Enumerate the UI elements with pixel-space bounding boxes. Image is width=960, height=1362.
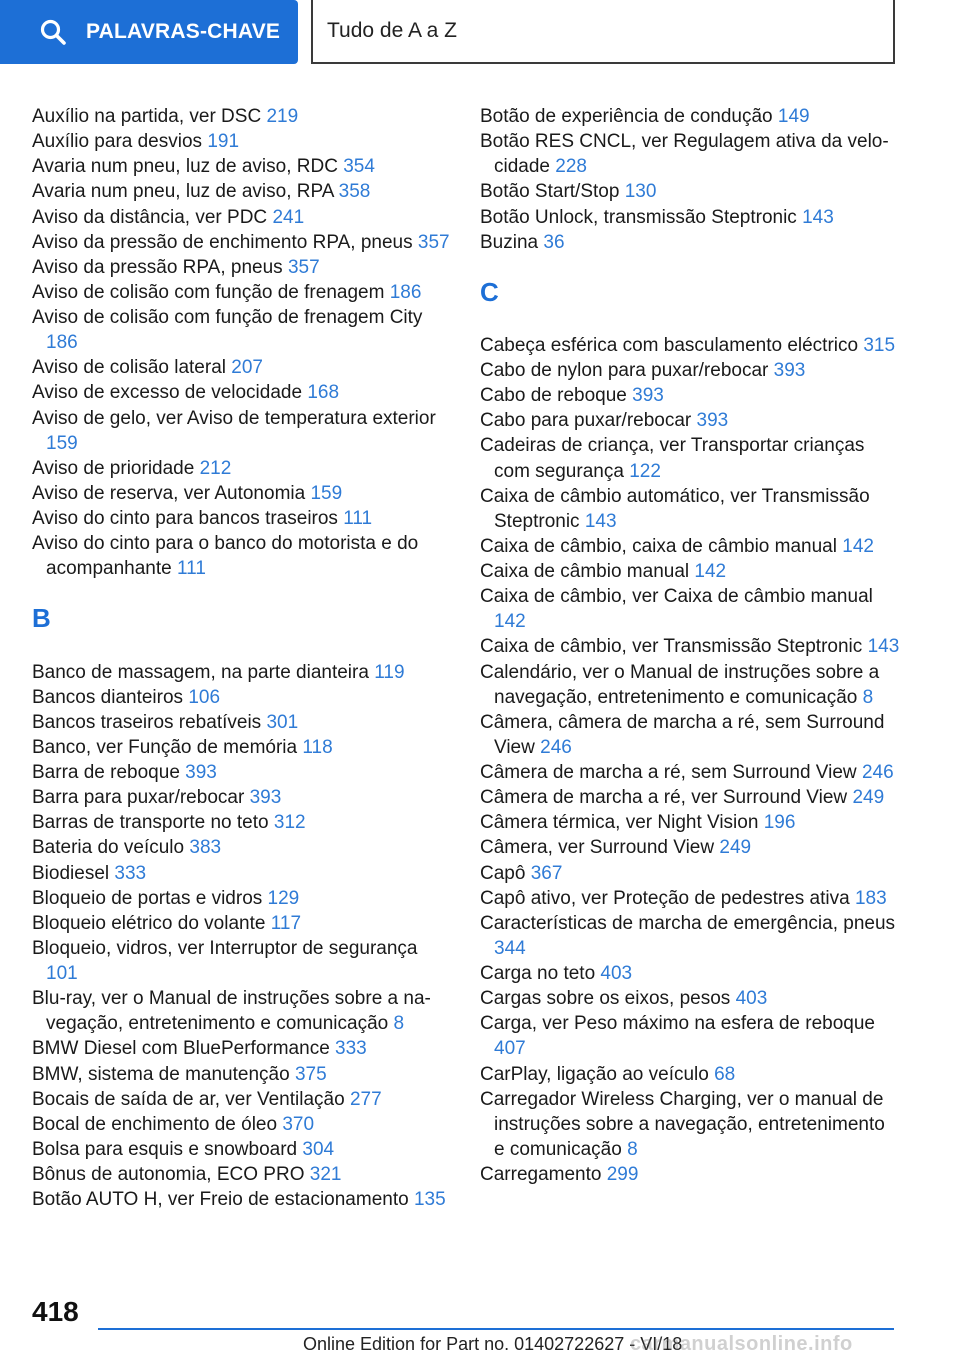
index-entry <box>32 205 452 230</box>
index-entry-text: Bloqueio, vidros, ver Interruptor de segurança <box>32 937 418 959</box>
index-entry-text: Carregador Wireless Charging, ver o manual de instruções sobre a navegação, entretenimento e comunicação <box>480 1088 885 1160</box>
index-entry <box>32 255 452 280</box>
index-entry-text: Botão Unlock, transmissão Steptronic <box>480 206 803 228</box>
index-entry <box>32 355 452 380</box>
index-entry-text: Câmera de marcha a ré, sem Surround View <box>480 762 862 783</box>
index-entry <box>480 534 900 559</box>
page-link[interactable]: 119 <box>374 661 405 683</box>
index-entry-text: Caixa de câmbio automático, ver Transmissão Steptronic <box>480 485 870 532</box>
index-entry <box>32 735 452 760</box>
page-link[interactable]: 191 <box>207 131 240 153</box>
index-entry <box>32 810 452 835</box>
index-entry <box>32 861 452 886</box>
page-link[interactable]: 357 <box>287 256 320 278</box>
index-entry-text: Auxílio para desvios <box>32 131 208 153</box>
index-entry-text: Capô ativo, ver Proteção de pedestres ativa <box>480 887 855 909</box>
index-entry <box>32 179 452 204</box>
index-entry-text: Aviso de prioridade <box>32 457 200 479</box>
index-entry-text: Auxílio na partida, ver DSC <box>32 106 267 127</box>
index-entry <box>480 559 900 584</box>
index-entry-text: Bolsa para esquis e snowboard <box>32 1138 303 1160</box>
index-entry <box>32 129 452 154</box>
page-link[interactable]: 122 <box>629 460 661 482</box>
index-entry-text: Aviso da pressão RPA, pneus <box>32 256 288 278</box>
index-entry-text: Cadeiras de criança, ver Transportar crianças com segurança <box>480 435 865 482</box>
index-entry <box>32 1137 452 1162</box>
index-entry <box>32 406 452 456</box>
index-entry-text: Caixa de câmbio, ver Transmissão Steptronic <box>480 636 868 658</box>
index-entry-text: Barra de reboque <box>32 762 186 783</box>
index-entry <box>480 433 900 483</box>
index-entry-text: Aviso de excesso de velocidade <box>32 382 308 404</box>
page-link[interactable]: 301 <box>266 711 299 733</box>
index-entry-text: Aviso de colisão lateral <box>32 357 232 379</box>
page-link[interactable]: 358 <box>338 181 371 203</box>
index-group-a <box>32 104 452 581</box>
index-entry <box>480 986 900 1011</box>
index-entry-text: Bloqueio elétrico do volante <box>32 912 271 934</box>
index-entry <box>32 1036 452 1061</box>
index-entry-text: Banco, ver Função de memória <box>32 736 303 758</box>
a-to-z-tab[interactable] <box>311 0 895 64</box>
index-entry <box>32 1112 452 1137</box>
page-link[interactable]: 246 <box>861 762 894 783</box>
index-entry-text: Aviso do cinto para o banco do motorista e do acompanhante <box>32 533 419 580</box>
page-link[interactable]: 277 <box>349 1088 382 1110</box>
index-entry <box>480 205 900 230</box>
page-link[interactable]: 149 <box>777 106 810 127</box>
page-link[interactable]: 36 <box>543 231 565 253</box>
index-entry <box>480 1087 900 1162</box>
a-to-z-tab-label: Tudo de A a Z <box>327 19 457 42</box>
index-entry-text: Caixa de câmbio, ver Caixa de câmbio manual <box>480 586 873 608</box>
page-link[interactable]: 117 <box>270 912 302 934</box>
page-link[interactable]: 403 <box>600 963 633 984</box>
index-group-b <box>32 660 452 1213</box>
index-entry-text: Avaria num pneu, luz de aviso, RDC <box>32 156 344 178</box>
page-link[interactable]: 168 <box>307 382 340 404</box>
index-entry <box>480 1162 900 1187</box>
page-link[interactable]: 321 <box>309 1164 342 1185</box>
watermark: carmanualsonline.info <box>630 1333 853 1355</box>
index-entry <box>480 179 900 204</box>
index-entry-text: Botão AUTO H, ver Freio de estacionamento <box>32 1189 414 1211</box>
index-entry <box>32 1187 452 1212</box>
index-entry <box>480 710 900 760</box>
index-entry <box>32 154 452 179</box>
page-link[interactable]: 8 <box>627 1138 638 1160</box>
index-entry-text: Botão Start/Stop <box>480 181 625 203</box>
page-link[interactable]: 129 <box>267 887 300 909</box>
index-entry <box>32 886 452 911</box>
index-entry <box>480 1062 900 1087</box>
index-entry-text: Aviso de gelo, ver Aviso de temperatura exterior <box>32 407 436 429</box>
index-entry <box>480 886 900 911</box>
index-entry <box>32 660 452 685</box>
index-entry-text: Calendário, ver o Manual de instruções sobre a navegação, entretenimento e comunicação <box>480 661 880 708</box>
index-entry <box>32 531 452 581</box>
index-entry-text: Bônus de autonomia, ECO PRO <box>32 1164 310 1185</box>
page-link[interactable]: 393 <box>696 410 729 432</box>
index-entry <box>32 710 452 735</box>
index-entry <box>480 634 900 659</box>
footer-divider <box>98 1328 894 1330</box>
index-entry-text: Botão de experiência de condução <box>480 106 778 127</box>
index-entry-text: Aviso de colisão com função de frenagem City <box>32 307 423 328</box>
index-entry <box>480 861 900 886</box>
page-link[interactable]: 207 <box>231 357 263 379</box>
index-entry <box>480 760 900 785</box>
page-link[interactable]: 228 <box>555 156 587 178</box>
page-number: 418 <box>32 1296 79 1327</box>
index-entry-text: Banco de massagem, na parte dianteira <box>32 661 375 683</box>
page-link[interactable]: 130 <box>624 181 657 203</box>
index-entry-text: Bancos dianteiros <box>32 686 189 708</box>
keywords-tab[interactable] <box>0 0 298 64</box>
index-entry-text: Aviso de reserva, ver Autonomia <box>32 482 311 504</box>
index-entry <box>480 810 900 835</box>
index-entry-text: Capô <box>480 862 531 884</box>
index-entry <box>480 358 900 383</box>
page-link[interactable]: 407 <box>494 1038 526 1060</box>
index-entry <box>32 280 452 305</box>
index-entry-text: Barras de transporte no teto <box>32 812 274 834</box>
index-entry <box>480 1011 900 1061</box>
index-entry-text: Aviso de colisão com função de frenagem <box>32 281 390 303</box>
page-link[interactable]: 249 <box>852 787 885 809</box>
index-entry <box>32 104 452 129</box>
page-link[interactable]: 333 <box>335 1038 367 1060</box>
index-entry-text: Câmera, câmera de marcha a ré, sem Surround View <box>480 711 885 758</box>
page-link[interactable]: 344 <box>494 937 526 959</box>
index-entry-text: BMW Diesel com BluePerformance <box>32 1038 336 1060</box>
page-link[interactable]: 106 <box>188 686 221 708</box>
page-link[interactable]: 333 <box>114 862 147 884</box>
page-link[interactable]: 370 <box>282 1113 315 1135</box>
index-column-right <box>480 104 900 1187</box>
page-link[interactable]: 315 <box>863 334 896 356</box>
index-entry-text: Câmera, ver Surround View <box>480 837 720 859</box>
page-link[interactable]: 375 <box>294 1063 327 1085</box>
page-link[interactable]: 143 <box>584 510 617 532</box>
page-link[interactable]: 246 <box>540 736 572 758</box>
page-link[interactable]: 196 <box>763 812 796 834</box>
index-entry <box>32 456 452 481</box>
page-link[interactable]: 354 <box>343 156 375 178</box>
page-link[interactable]: 159 <box>310 482 343 504</box>
index-entry <box>32 1062 452 1087</box>
index-entry-text: Carregamento <box>480 1164 607 1185</box>
page-link[interactable]: 312 <box>273 812 306 834</box>
page-link[interactable]: 111 <box>343 508 373 529</box>
page-link[interactable]: 357 <box>417 231 450 253</box>
index-entry-text: Bocal de enchimento de óleo <box>32 1113 283 1135</box>
index-entry <box>480 408 900 433</box>
index-entry-text: Características de marcha de emergência, pneus <box>480 912 896 934</box>
edition-note: Online Edition for Part no. 01402722627 - VI/18 <box>303 1334 683 1354</box>
index-entry <box>32 481 452 506</box>
index-entry-text: Cabo de nylon para puxar/rebocar <box>480 360 774 381</box>
page-link[interactable]: 393 <box>632 385 664 407</box>
index-entry-text: Aviso da pressão de enchimento RPA, pneus <box>32 231 418 253</box>
index-entry <box>32 1087 452 1112</box>
page-link[interactable]: 68 <box>714 1063 736 1085</box>
page-link[interactable]: 304 <box>302 1138 335 1160</box>
page-link[interactable]: 249 <box>719 837 752 859</box>
index-entry <box>480 785 900 810</box>
index-entry <box>480 129 900 179</box>
index-entry-text: Cabo para puxar/rebocar <box>480 410 697 432</box>
index-group-c <box>480 333 900 1187</box>
index-entry <box>32 986 452 1036</box>
page-link[interactable]: 143 <box>867 636 900 658</box>
section-letter-b: B <box>32 603 51 634</box>
page-link[interactable]: 101 <box>46 963 78 984</box>
index-entry-text: Barra para puxar/rebocar <box>32 787 250 809</box>
index-entry-text: Botão RES CNCL, ver Regulagem ativa da velocidade <box>480 131 889 178</box>
page-link[interactable]: 143 <box>802 206 834 228</box>
page-link[interactable]: 393 <box>249 787 282 809</box>
index-entry <box>480 911 900 961</box>
index-entry <box>480 383 900 408</box>
page-link[interactable]: 8 <box>393 1013 405 1035</box>
index-entry <box>32 380 452 405</box>
index-entry-text: Caixa de câmbio manual <box>480 561 695 582</box>
index-entry <box>480 961 900 986</box>
page-link[interactable]: 393 <box>773 360 806 381</box>
index-entry-text: BMW, sistema de manutenção <box>32 1063 295 1085</box>
index-entry <box>480 333 900 358</box>
page-link[interactable]: 142 <box>494 611 526 633</box>
index-entry <box>480 835 900 860</box>
index-entry-text: Bancos traseiros rebatíveis <box>32 711 267 733</box>
page-link[interactable]: 186 <box>46 332 78 354</box>
index-entry <box>32 760 452 785</box>
page-link[interactable]: 135 <box>413 1189 446 1211</box>
page-link[interactable]: 186 <box>389 281 422 303</box>
index-entry-text: Buzina <box>480 231 544 253</box>
index-entry-text: Carga, ver Peso máximo na esfera de reboque <box>480 1013 875 1035</box>
page-link[interactable]: 383 <box>189 837 222 859</box>
index-entry-text: Carga no teto <box>480 963 601 984</box>
page-link[interactable]: 212 <box>199 457 232 479</box>
index-entry <box>32 230 452 255</box>
index-entry <box>480 230 900 255</box>
index-entry-text: Câmera de marcha a ré, ver Surround View <box>480 787 853 809</box>
index-entry <box>32 685 452 710</box>
page-link[interactable]: 111 <box>177 558 206 580</box>
index-entry-text: Cabeça esférica com basculamento eléctrico <box>480 334 864 356</box>
page-link[interactable]: 299 <box>606 1164 639 1185</box>
keywords-tab-label: PALAVRAS-CHAVE <box>86 20 281 43</box>
index-entry-text: CarPlay, ligação ao veículo <box>480 1063 715 1085</box>
index-entry <box>32 785 452 810</box>
index-entry-text: Bloqueio de portas e vidros <box>32 887 268 909</box>
index-entry <box>480 104 900 129</box>
index-entry-text: Avaria num pneu, luz de aviso, RPA <box>32 181 339 203</box>
page-link[interactable]: 142 <box>694 561 727 582</box>
page-link[interactable]: 8 <box>862 686 874 708</box>
index-entry-text: Cabo de reboque <box>480 385 633 407</box>
index-column-left <box>32 104 452 1212</box>
index-entry <box>32 305 452 355</box>
index-entry-text: Aviso da distância, ver PDC <box>32 206 273 228</box>
page-link[interactable]: 393 <box>185 762 217 783</box>
index-entry-text: Caixa de câmbio, caixa de câmbio manual <box>480 535 843 557</box>
page-link[interactable]: 159 <box>46 432 78 454</box>
page-link[interactable]: 241 <box>272 206 305 228</box>
index-entry <box>32 936 452 986</box>
index-entry <box>32 911 452 936</box>
index-group-b-continued <box>480 104 900 255</box>
index-entry-text: Aviso do cinto para bancos traseiros <box>32 508 344 529</box>
page-link[interactable]: 183 <box>854 887 887 909</box>
search-icon <box>40 19 66 45</box>
index-entry-text: Bateria do veículo <box>32 837 190 859</box>
index-entry-text: Cargas sobre os eixos, pesos <box>480 988 736 1010</box>
index-entry-text: Biodiesel <box>32 862 115 884</box>
index-entry-text: Câmera térmica, ver Night Vision <box>480 812 764 834</box>
index-entry <box>480 584 900 634</box>
page-link[interactable]: 142 <box>842 535 874 557</box>
index-entry <box>480 484 900 534</box>
page-link[interactable]: 219 <box>266 106 299 127</box>
page-link[interactable]: 367 <box>530 862 563 884</box>
section-letter-c: C <box>480 276 499 307</box>
index-entry <box>32 506 452 531</box>
index-entry-text: Bocais de saída de ar, ver Ventilação <box>32 1088 350 1110</box>
page-link[interactable]: 118 <box>302 736 333 758</box>
index-entry-text: Blu-ray, ver o Manual de instruções sobre a navegação, entretenimento e comunicação <box>32 988 431 1035</box>
index-entry <box>32 835 452 860</box>
page-link[interactable]: 403 <box>735 988 768 1010</box>
top-navigation <box>0 0 960 66</box>
index-entry <box>32 1162 452 1187</box>
index-entry <box>480 660 900 710</box>
